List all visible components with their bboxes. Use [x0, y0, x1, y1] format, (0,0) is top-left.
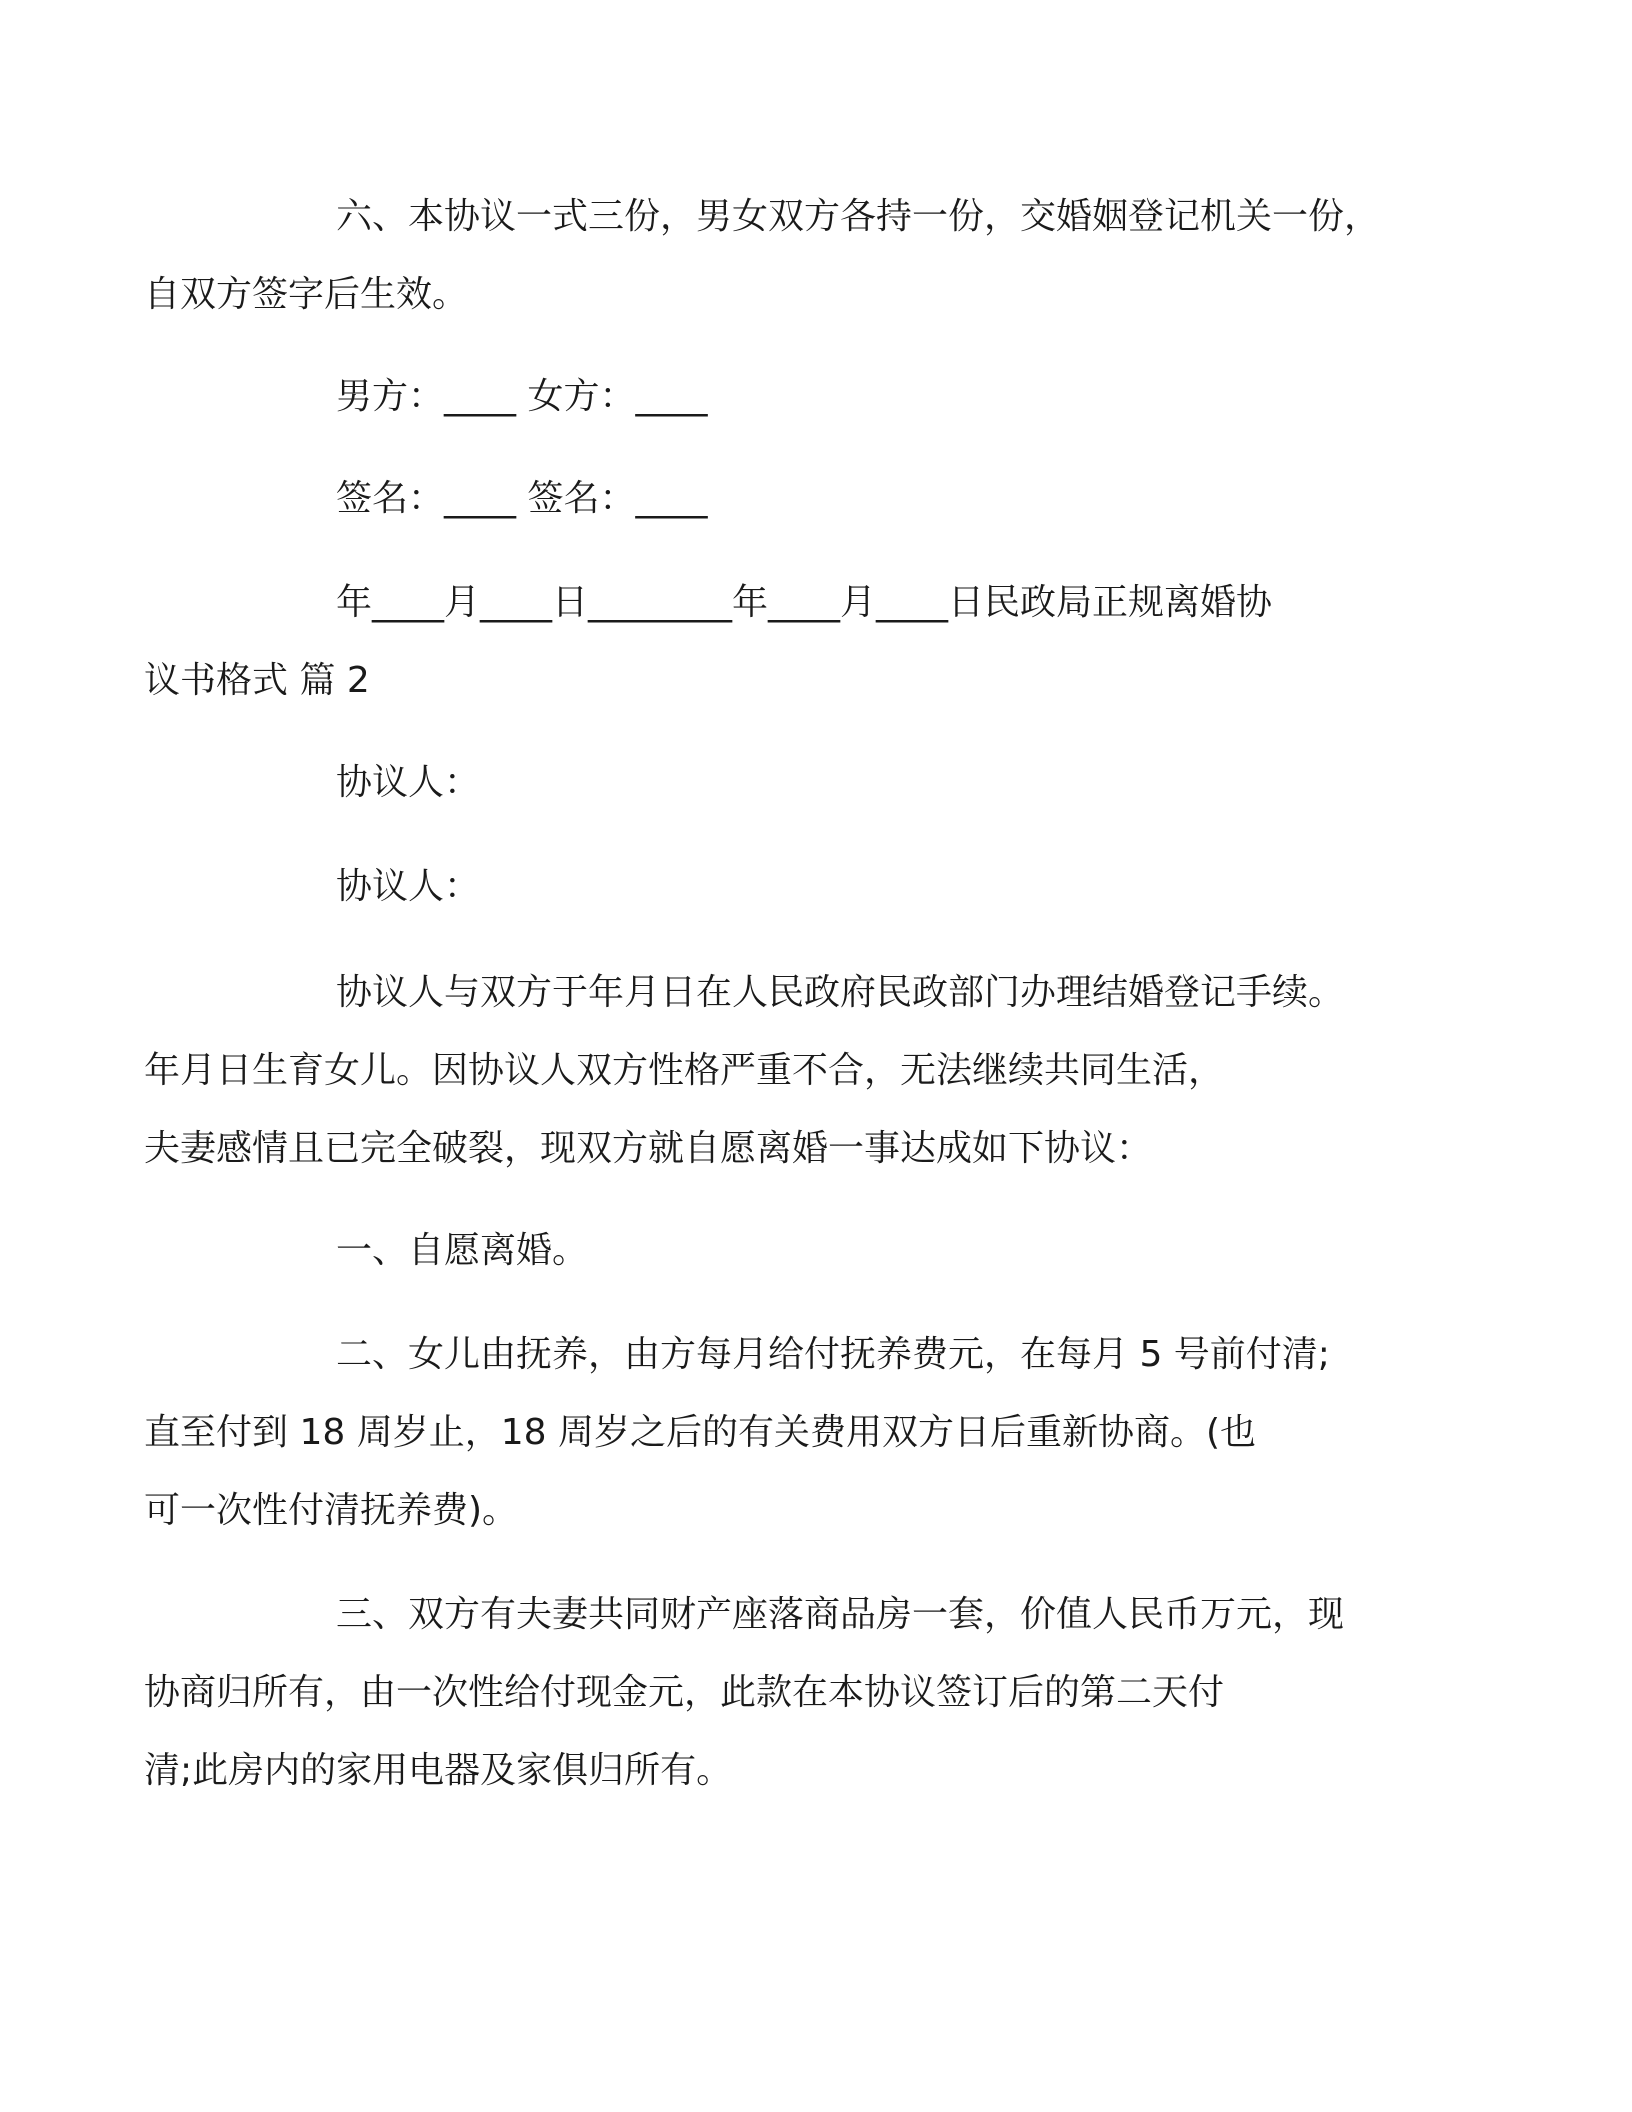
text-line: 签名：____ 签名：____ [336, 478, 708, 519]
text-line: 可一次性付清抚养费)。 [144, 1490, 519, 1531]
text-line: 年月日生育女儿。因协议人双方性格严重不合，无法继续共同生活， [144, 1050, 1225, 1091]
text-line: 协商归所有，由一次性给付现金元，此款在本协议签订后的第二天付 [144, 1672, 1225, 1713]
text-line: 协议人： [336, 866, 481, 907]
text-line: 男方：____ 女方：____ [336, 376, 708, 417]
text-line: 一、自愿离婚。 [336, 1230, 589, 1271]
text-line: 协议人与双方于年月日在人民政府民政部门办理结婚登记手续。 [336, 972, 1345, 1013]
text-line: 六、本协议一式三份，男女双方各持一份，交婚姻登记机关一份， [336, 196, 1381, 237]
text-line: 三、双方有夫妻共同财产座落商品房一套，价值人民币万元，现 [336, 1594, 1345, 1635]
text-line: 夫妻感情且已完全破裂，现双方就自愿离婚一事达成如下协议： [144, 1128, 1153, 1169]
text-line: 直至付到 18 周岁止，18 周岁之后的有关费用双方日后重新协商。(也 [144, 1412, 1256, 1453]
text-line: 清;此房内的家用电器及家俱归所有。 [144, 1750, 733, 1791]
text-line: 二、女儿由抚养，由方每月给付抚养费元，在每月 5 号前付清; [336, 1334, 1330, 1375]
paragraph-article-three [144, 1576, 1400, 1810]
text-line: 自双方签字后生效。 [144, 274, 469, 315]
paragraph-article-one [240, 1212, 1400, 1290]
paragraph-signatures [240, 460, 1400, 538]
text-line: 协议人： [336, 762, 481, 803]
text-line: 议书格式 篇 2 [144, 660, 370, 701]
paragraph-party-one [240, 744, 1400, 822]
paragraph-article-two [144, 1316, 1400, 1550]
text-line: 年____月____日________年____月____日民政局正规离婚协 [336, 582, 1273, 623]
paragraph-preamble [144, 954, 1400, 1188]
paragraph-parties [240, 358, 1400, 436]
paragraph-party-two [240, 848, 1400, 926]
paragraph-date-and-title [144, 564, 1400, 720]
paragraph-article-six [144, 178, 1400, 334]
